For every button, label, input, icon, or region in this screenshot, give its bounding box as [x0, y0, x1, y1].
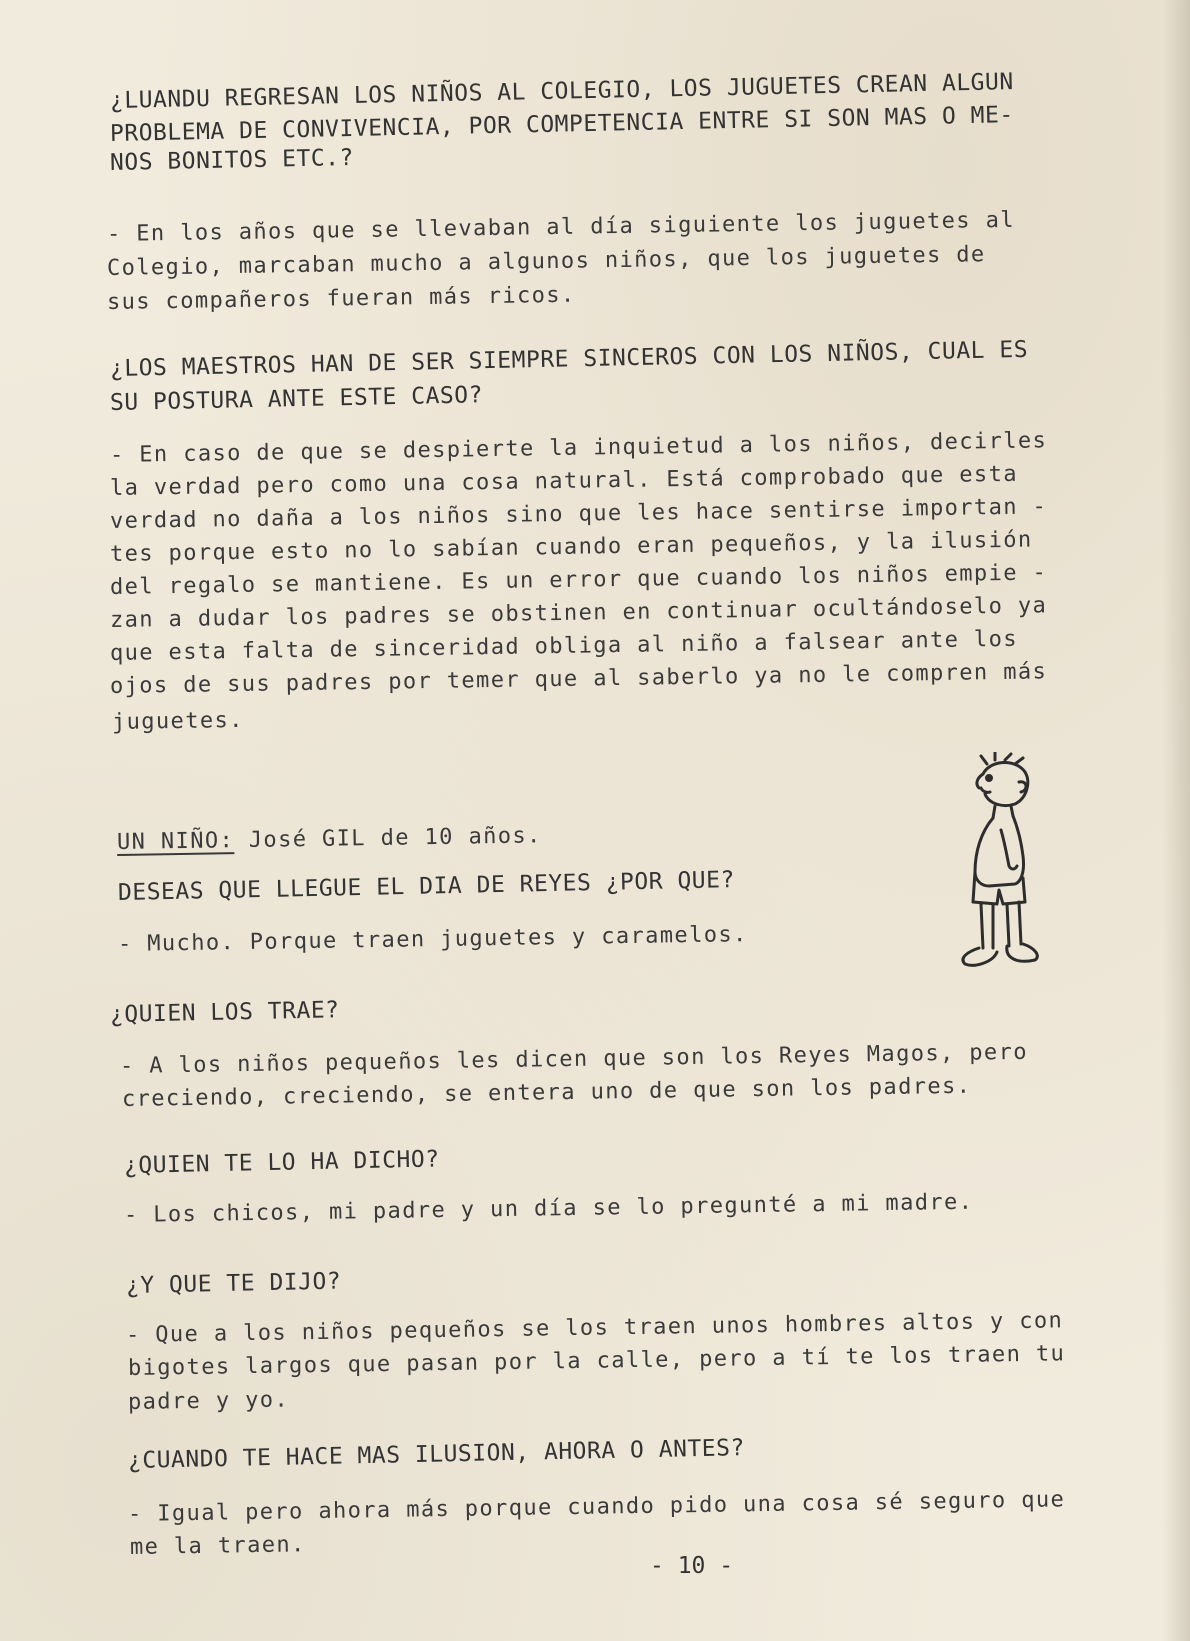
- maestros-answer-line-7: que esta falta de sinceridad obliga al niño a falsear ante los: [109, 626, 1019, 666]
- question-2: ¿QUIEN LOS TRAE?: [109, 997, 340, 1028]
- intro-answer-line-3: sus compañeros fueran más ricos.: [106, 282, 576, 315]
- intro-question-line-1: ¿LUANDU REGRESAN LOS NIÑOS AL COLEGIO, LOS JUGUETES CREAN ALGUN: [109, 69, 1014, 114]
- maestros-answer-line-5: del regalo se mantiene. Es un error que cuando los niños empie -: [109, 560, 1048, 600]
- answer-2-line-1: - A los niños pequeños les dicen que son los Reyes Magos, pero: [119, 1039, 1029, 1079]
- question-5: ¿CUANDO TE HACE MAS ILUSION, AHORA O ANTES?: [127, 1435, 746, 1474]
- answer-1: - Mucho. Porque traen juguetes y caramelos.: [117, 922, 748, 957]
- child-illustration-icon: [945, 752, 1065, 992]
- question-4: ¿Y QUE TE DIJO?: [125, 1268, 342, 1299]
- maestros-question-line-2: SU POSTURA ANTE ESTE CASO?: [109, 382, 484, 416]
- intro-answer-line-1: - En los años que se llevaban al día siguiente los juguetes al: [106, 207, 1016, 247]
- answer-4-line-3: padre y yo.: [127, 1387, 290, 1415]
- answer-5-line-1: - Igual pero ahora más porque cuando pido una cosa sé seguro que: [127, 1487, 1066, 1527]
- answer-3: - Los chicos, mi padre y un día se lo pregunté a mi madre.: [123, 1189, 974, 1228]
- page-number: - 10 -: [650, 1553, 734, 1579]
- intro-answer-line-2: Colegio, marcaban mucho a algunos niños, que los juguetes de: [106, 242, 986, 281]
- answer-4-line-1: - Que a los niños pequeños se los traen unos hombres altos y con: [125, 1308, 1064, 1348]
- intro-question-line-3: NOS BONITOS ETC.?: [109, 144, 355, 176]
- answer-4-line-2: bigotes largos que pasan por la calle, pero a tí te los traen tu: [127, 1341, 1066, 1381]
- child-intro-label: UN NIÑO:: [116, 828, 235, 855]
- maestros-answer-line-8: ojos de sus padres por temer que al saberlo ya no le compren más: [109, 659, 1048, 699]
- answer-2-line-2: creciendo, creciendo, se entera uno de que son los padres.: [121, 1073, 972, 1112]
- question-1: DESEAS QUE LLEGUE EL DIA DE REYES ¿POR QUE?: [117, 867, 736, 906]
- child-intro: [117, 823, 542, 855]
- page-edge-shadow: [1162, 0, 1190, 1641]
- maestros-answer-line-2: la verdad pero como una cosa natural. Está comprobado que esta: [109, 461, 1019, 501]
- intro-question-line-2: PROBLEMA DE CONVIVENCIA, POR COMPETENCIA ENTRE SI SON MAS O ME-: [109, 102, 1014, 147]
- maestros-answer-line-1: - En caso de que se despierte la inquietud a los niños, decirles: [109, 428, 1048, 468]
- question-3: ¿QUIEN TE LO HA DICHO?: [123, 1146, 440, 1179]
- maestros-answer-line-3: verdad no daña a los niños sino que les hace sentirse importan -: [109, 494, 1048, 534]
- maestros-answer-line-6: zan a dudar los padres se obstinen en continuar ocultándoselo ya: [109, 593, 1048, 633]
- answer-5-line-2: me la traen.: [129, 1532, 306, 1560]
- maestros-answer-line-9: juguetes.: [111, 707, 244, 735]
- maestros-question-line-1: ¿LOS MAESTROS HAN DE SER SIEMPRE SINCEROS CON LOS NIÑOS, CUAL ES: [109, 336, 1029, 382]
- child-intro-text: José GIL de 10 años.: [248, 823, 542, 853]
- maestros-answer-line-4: tes porque esto no lo sabían cuando eran pequeños, y la ilusión: [109, 527, 1033, 567]
